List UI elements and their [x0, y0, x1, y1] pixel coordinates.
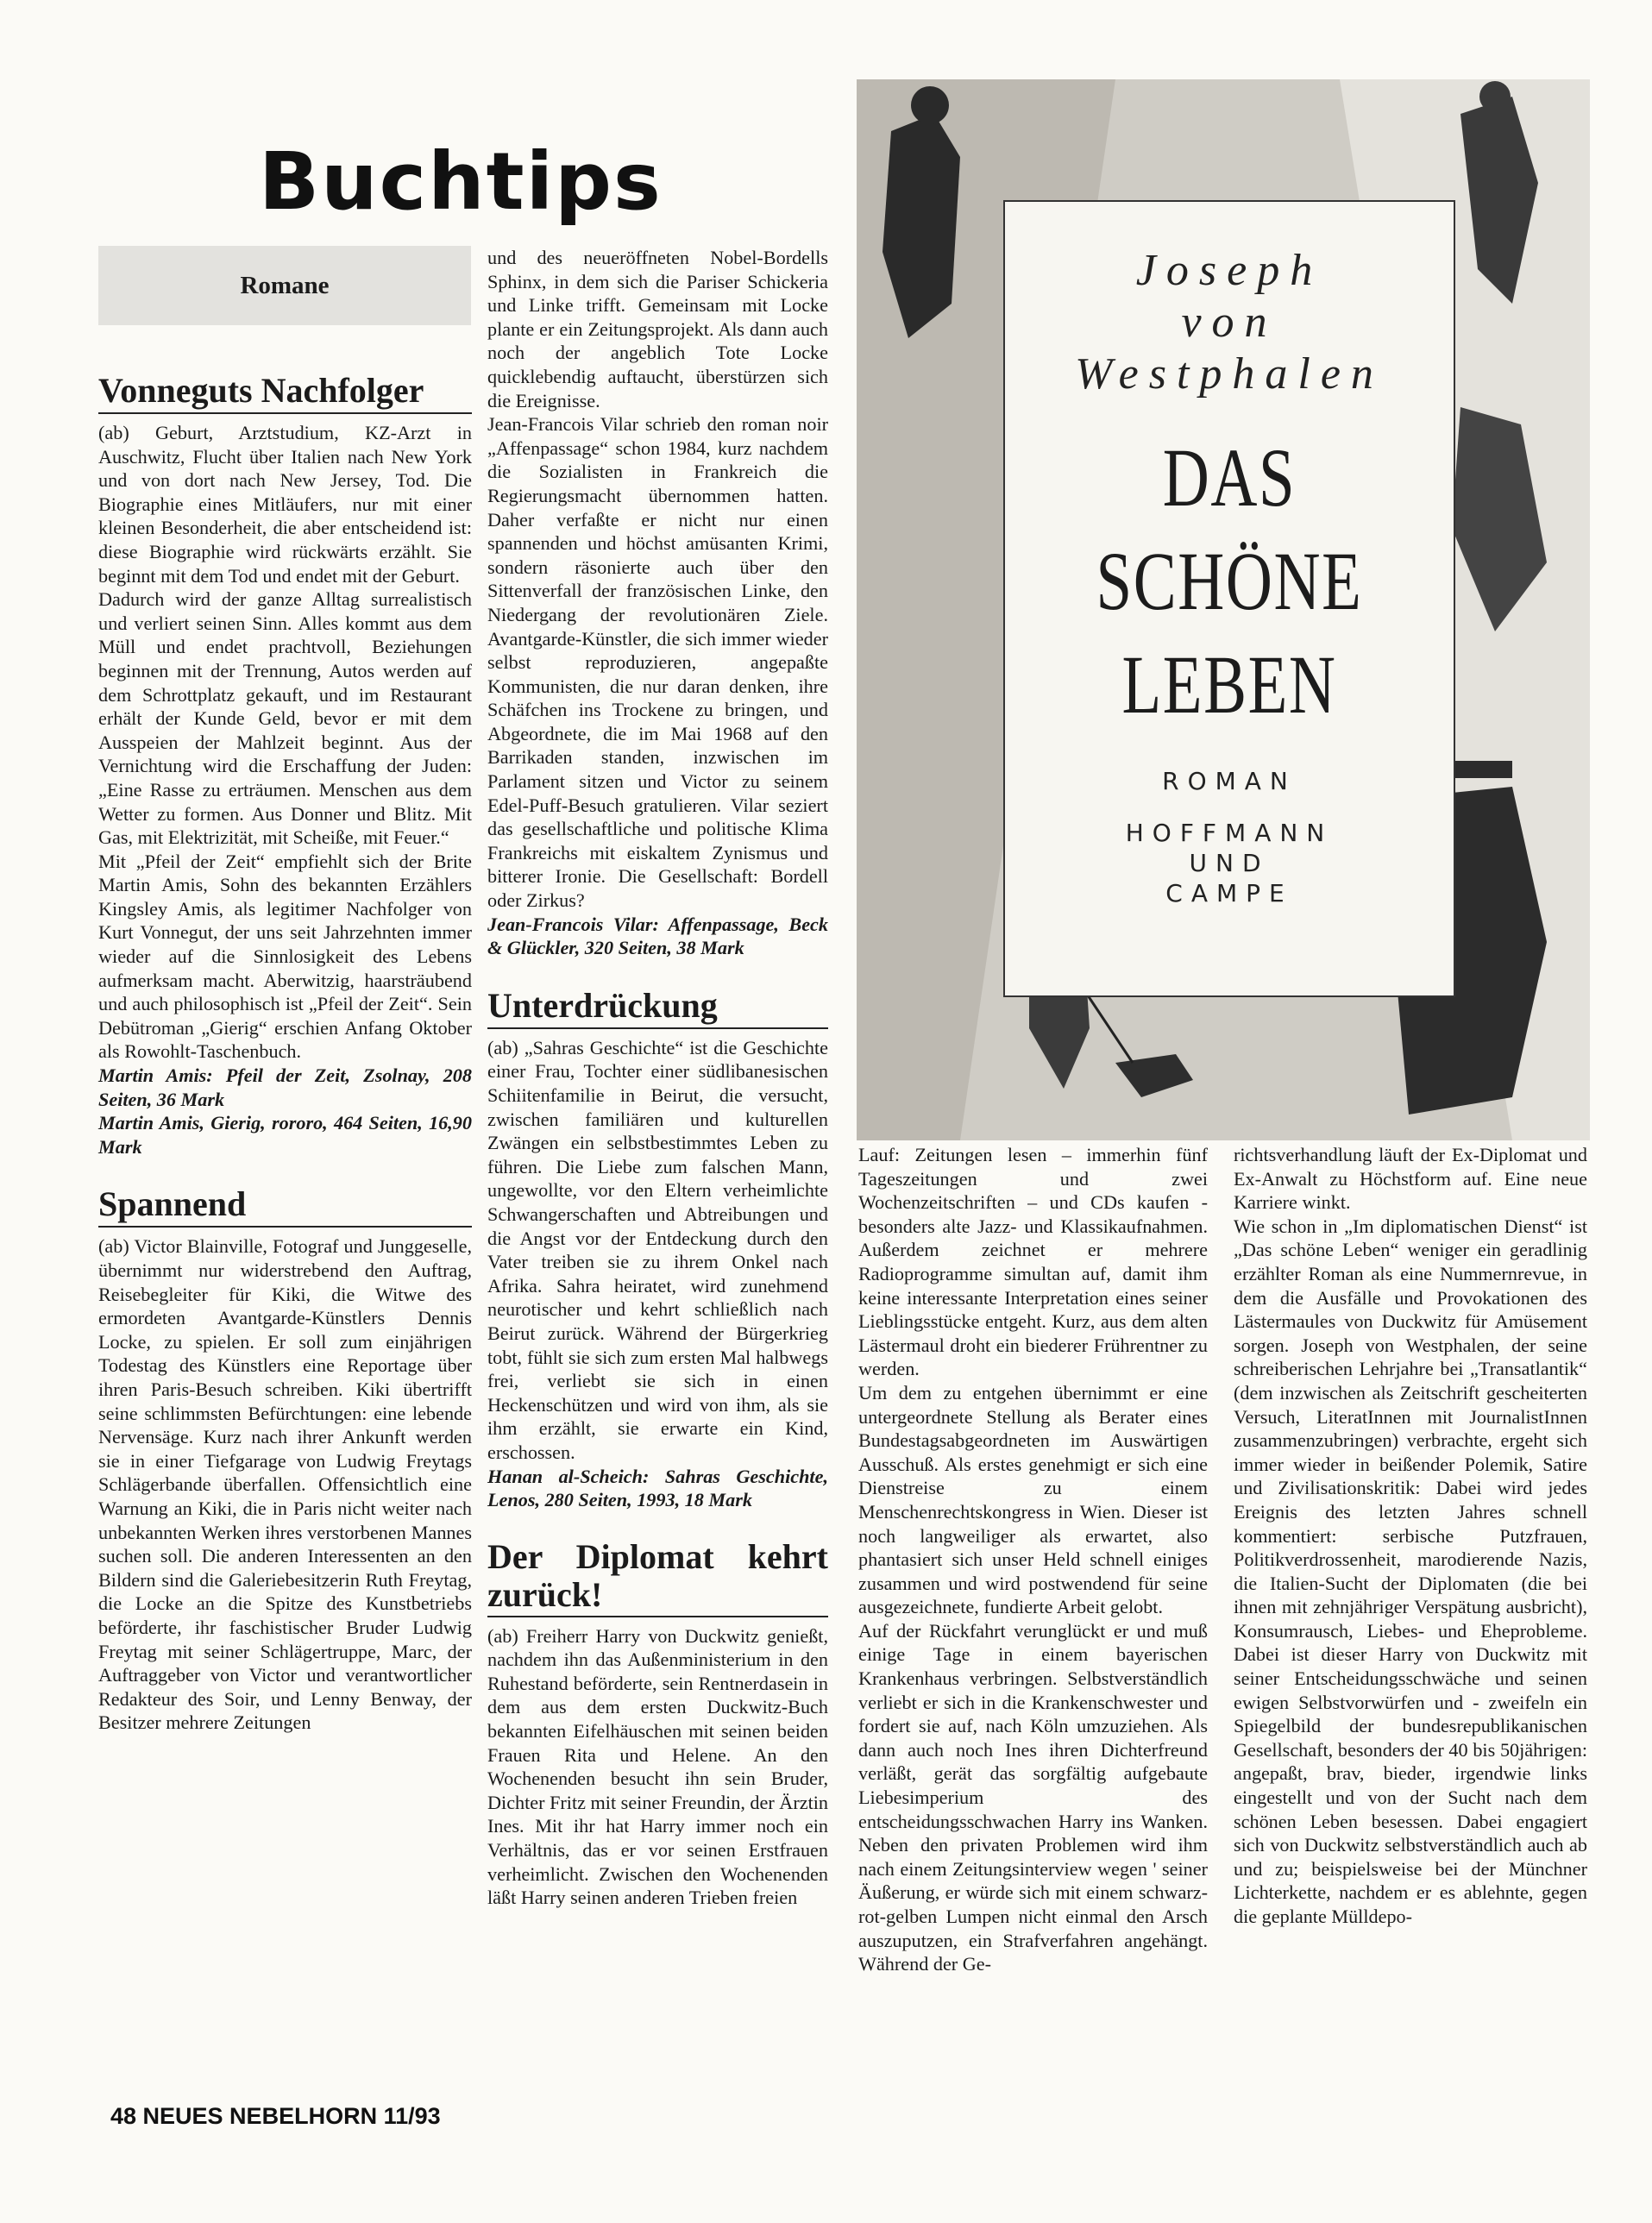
article-paragraph: Wie schon in „Im diplomatischen Dienst“ ist „Das schöne Leben“ weniger ein geradlinig erzählter Roman als eine Nummernrevue, in dem die Ausfälle und Provokationen des Lästermaules von Duckwitz für Amüsement sorgen. Joseph von Westphalen, der seine schreiberischen Lehrjahre bei „Transatlantik“ (dem inzwischen als Zeitschrift gescheiterten Versuch, LiteratInnen mit JournalistInnen zusammenzubringen) verbrachte, ergeht sich immer wieder in beißender Polemik, Satire und Zivilisationskritik: Dabei wird jedes Ereignis des letzten Jahres schnell kommentiert: serbische Putzfrauen, Politikverdrossenheit, marodierende Nazis, die Italien-Sucht der Diplomaten (die bei ihnen mit zehnjähriger Verspätung ausbricht), Konsumrausch, Liebes- und Eheprobleme. Dabei ist dieser Harry von Duckwitz mit seiner Entscheidungsschwäche und seinen ewigen Selbstvorwürfen und - zweifeln ein Spiegelbild der bundesrepublikanischen Gesellschaft, besonders der 40 bis 50jährigen: angepaßt, brav, bieder, irgendwie links eingestellt und von der Sucht nach dem schönen Leben besessen. Dabei engagiert sich von Duckwitz selbstverständlich auch ab und zu; beispielsweise bei der Münchner Lichterkette, nachdem er es ablehnte, gegen die geplante Mülldepo- — [1234, 1215, 1587, 1927]
article-paragraph: (ab) „Sahras Geschichte“ ist die Geschichte einer Frau, Tochter einer südlibanesischen Schiitenfamilie in Beirut, die versucht, zwischen familiären und kulturellen Zwängen ein selbstbestimmtes Leben zu führen. Die Liebe zum falschen Mann, ungewollte, vor den Eltern verheimlichte Schwangerschaften und Abtreibungen und die Angst vor der Entdeckung durch den Vater treiben sie zu ihrem Onkel nach Afrika. Sahra heiratet, wird zunehmend neurotischer und kehrt schließlich nach Beirut zurück. Während der Bürgerkrieg tobt, fühlt sie sich zum ersten Mal halbwegs frei, verliebt sie sich in einen Heckenschützen und wird von ihm, als sie ihm erzählt, sie erwarte ein Kind, erschossen. — [487, 1036, 828, 1463]
book-credit: Hanan al-Scheich: Sahras Geschichte, Lenos, 280 Seiten, 1993, 18 Mark — [487, 1465, 828, 1511]
cover-title: DAS — [1162, 431, 1297, 524]
column-1 — [98, 371, 472, 1735]
section-title: Buchtips — [259, 135, 663, 228]
cover-genre: ROMAN — [1162, 767, 1297, 795]
article-paragraph: Um dem zu entgehen übernimmt er eine untergeordnete Stellung als Berater eines Bundestagsabgeordneten im Auswärtigen Ausschuß. Als erstes genehmigt er sich eine Dienstreise zu einem Menschenrechtskongress in Wien. Dieser ist noch langweiliger als erwartet, also phantasiert sich unser Held schnell einiges zusammen und wird postwendend für seine ausgezeichnete, fundierte Arbeit gelobt. — [858, 1381, 1208, 1618]
book-credit: Martin Amis, Gierig, rororo, 464 Seiten, 16,90 Mark — [98, 1112, 472, 1158]
cover-publisher: UND — [1189, 849, 1270, 877]
book-credit: Jean-Francois Vilar: Affenpassage, Beck & Glückler, 320 Seiten, 38 Mark — [487, 913, 828, 959]
article-paragraph: Dadurch wird der ganze Alltag surrealistisch und verliert seinen Sinn. Alles kommt aus dem Müll und endet prachtvoll, Beziehungen beginnen mit der Trennung, Autos werden auf dem Schrottplatz gekauft, und im Restaurant erhält der Kunde Geld, bevor er mit dem Ausspeien der Mahlzeit beginnt. Aus der Vernichtung wird die Erschaffung der Juden: „Eine Rasse zu erträumen. Menschen aus dem Wetter zu formen. Aus Donner und Blitz. Mit Gas, mit Elektrizität, mit Scheiße, mit Feuer.“ — [98, 588, 472, 849]
cover-author: Joseph — [1135, 246, 1323, 295]
article-heading-unterdrueckung: Unterdrückung — [487, 986, 828, 1029]
book-credit: Martin Amis: Pfeil der Zeit, Zsolnay, 208 Seiten, 36 Mark — [98, 1064, 472, 1110]
cover-publisher: HOFFMANN — [1125, 819, 1334, 847]
cover-title: SCHÖNE — [1096, 535, 1363, 627]
page-footer: 48 NEUES NEBELHORN 11/93 — [110, 2103, 441, 2129]
cover-title: LEBEN — [1121, 638, 1337, 731]
article-paragraph: und des neueröffneten Nobel-Bordells Sphinx, in dem sich die Pariser Schickeria und Linke trifft. Gemeinsam mit Locke plante er ein Zeitungsprojekt. Als dann auch noch der angeblich Tote Locke quicklebendig auftaucht, überstürzen sich die Ereignisse. — [487, 247, 828, 411]
genre-label: Romane — [240, 271, 330, 299]
cover-author: von — [1181, 298, 1278, 347]
cover-author: Westphalen — [1075, 349, 1384, 399]
article-paragraph: Auf der Rückfahrt verunglückt er und muß einige Tage in einem bayerischen Krankenhaus verbringen. Selbstverständlich verliebt er sich in die Krankenschwester und fordert sie auf, nach Köln umzuziehen. Als dann auch noch Ines ihren Dichterfreund verläßt, gerät das sorgfältig aufgebaute Liebesimperium des entscheidungsschwachen Harry ins Wanken. Neben den privaten Problemen wird ihm nach einem Zeitungsinterview wegen ' seiner Äußerung, er würde sich mit einem schwarz-rot-gelben Lumpen nicht einmal den Arsch auszuputzen, ein Strafverfahren angehängt. Während der Ge- — [858, 1619, 1208, 1975]
book-cover-image — [857, 79, 1590, 1140]
article-paragraph: richtsverhandlung läuft der Ex-Diplomat und Ex-Anwalt zu Höchstform auf. Eine neue Karriere winkt. — [1234, 1144, 1587, 1214]
column-4 — [1234, 1143, 1587, 1929]
article-paragraph: (ab) Victor Blainville, Fotograf und Junggeselle, übernimmt nur widerstrebend den Auftrag, Reisebegleiter für Kiki, die Witwe des ermordeten Avantgarde-Künstlers Dennis Locke, zu spielen. Er soll zum einjährigen Todestag des Künstlers eine Reportage über ihren Paris-Besuch schreiben. Kiki übertrifft seine schlimmsten Befürchtungen: eine lebende Nervensäge. Kurz nach ihrer Ankunft werden sie in einer Tiefgarage von Ludwig Freytags Schlägerbande überfallen. Offensichtlich eine Warnung an Kiki, die in Paris nicht weiter nach unbekannten Werken ihres verstorbenen Mannes suchen soll. Die anderen Interessenten an den Bildern sind die Galeriebesitzerin Ruth Freytag, die Locke an die Spitze des Kunstbetriebs beförderte, ihr faschistischer Bruder Ludwig Freytag mit seiner Schlägertruppe, Marc, der Auftraggeber von Victor und verantwortlicher Redakteur des Soir, und Lenny Benway, der Besitzer mehrere Zeitungen — [98, 1235, 472, 1734]
article-heading-vonneguts-nachfolger: Vonneguts Nachfolger — [98, 371, 472, 414]
article-paragraph: (ab) Freiherr Harry von Duckwitz genießt, nachdem ihn das Außenministerium in den Ruhestand beförderte, sein Rentnerdasein in dem aus dem ersten Duckwitz-Buch bekannten Eifelhäuschen mit seinen beiden Frauen Rita und Helene. An den Wochenenden besucht ihn sein Bruder, Dichter Fritz mit seiner Freundin, der Ärztin Ines. Mit ihr hat Harry immer noch ein Verhältnis, das er vor seinen Erstfrauen verheimlicht. Zwischen den Wochenenden läßt Harry seinen anderen Trieben freien — [487, 1624, 828, 1909]
genre-box — [98, 246, 471, 325]
article-heading-der-diplomat: Der Diplomat kehrt zurück! — [487, 1538, 828, 1617]
article-paragraph: (ab) Geburt, Arztstudium, KZ-Arzt in Auschwitz, Flucht über Italien nach New York und von dort nach New Jersey, Tod. Die Biographie eines Mitläufers, nur mit einer kleinen Besonderheit, die aber entscheidend ist: diese Biographie wird rückwärts erzählt. Sie beginnt mit dem Tod und endet mit der Geburt. — [98, 422, 472, 587]
cover-frame — [1003, 200, 1455, 997]
cover-publisher: CAMPE — [1165, 879, 1293, 907]
article-paragraph: Jean-Francois Vilar schrieb den roman noir „Affenpassage“ schon 1984, kurz nachdem die Sozialisten in Frankreich die Regierungsmacht übernommen hatten. Daher verfaßte er nicht nur einen spannenden und höchst amüsanten Krimi, sondern räsonierte auch über den Sittenverfall der französischen Linke, den Niedergang der revolutionären Ziele. Avantgarde-Künstler, die sich immer wieder selbst reproduzieren, angepaßte Kommunisten, die nur daran denken, ihre Schäfchen ins Trockene zu bringen, und Abgeordnete, die im Mai 1968 auf den Barrikaden standen, inzwischen im Parlament sitzen und Victor zu seinem Edel-Puff-Besuch gratulieren. Vilar seziert das gesellschaftliche und politische Klima Frankreichs mit eiskaltem Zynismus und bitterer Ironie. Die Gesellschaft: Bordell oder Zirkus? — [487, 413, 828, 912]
article-paragraph: Lauf: Zeitungen lesen – immerhin fünf Tageszeitungen und zwei Wochenzeitschriften – und CDs kaufen - besonders alte Jazz- und Klassikaufnahmen. Außerdem zeichnet er mehrere Radioprogramme simultan auf, damit ihm keine interessante Interpretation eines seiner Lieblingsstücke entgeht. Kurz, aus dem alten Lästermaul droht ein biederer Frührentner zu werden. — [858, 1144, 1208, 1380]
article-heading-spannend: Spannend — [98, 1184, 472, 1228]
column-2 — [487, 246, 828, 1910]
article-paragraph: Mit „Pfeil der Zeit“ empfiehlt sich der Brite Martin Amis, Sohn des bekannten Erzählers Kingsley Amis, als legitimer Nachfolger von Kurt Vonnegut, der uns seit Jahrzehnten immer wieder auf die Sinnlosigkeit des Lebens aufmerksam macht. Aberwitzig, haarsträubend und auch philosophisch ist „Pfeil der Zeit“. Sein Debütroman „Gierig“ erschien Anfang Oktober als Rowohlt-Taschenbuch. — [98, 850, 472, 1063]
column-3 — [858, 1143, 1208, 1976]
